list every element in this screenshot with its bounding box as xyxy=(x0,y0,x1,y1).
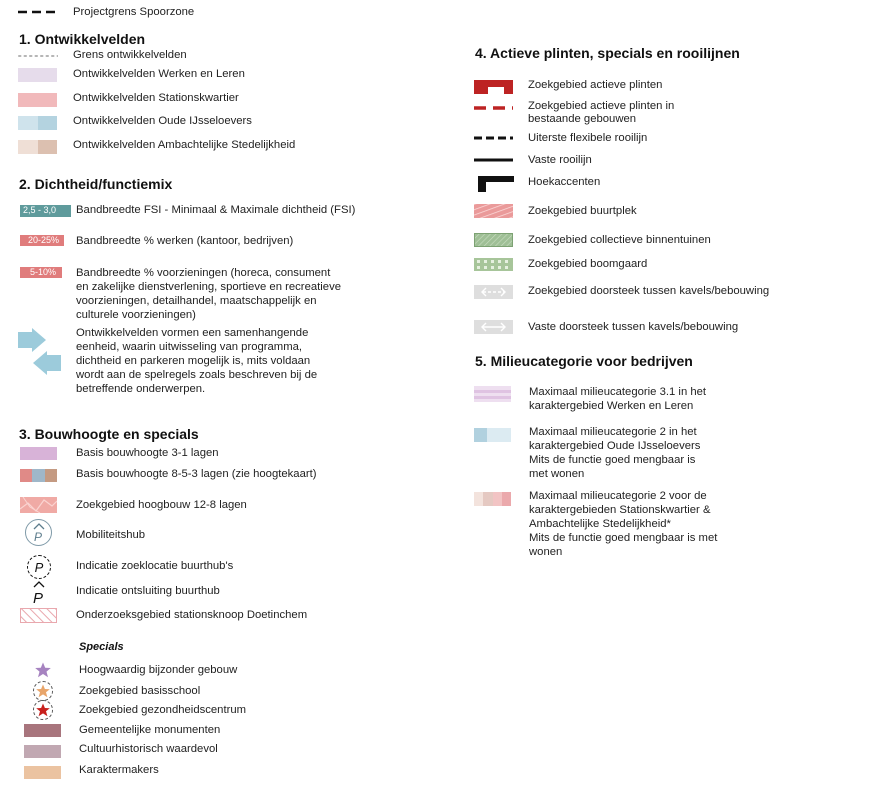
legend-label-ambachtelijke: Ontwikkelvelden Ambachtelijke Stedelijkheid xyxy=(73,139,296,151)
legend-label-karaktermakers: Karaktermakers xyxy=(79,764,159,776)
section-4-title: 4. Actieve plinten, specials en rooilijnen xyxy=(475,45,740,61)
star-icon-red xyxy=(36,703,50,717)
env-2-oude-line-3: Mits de functie goed mengbaar is xyxy=(529,454,696,466)
legend-label-bouwhoogte-3-1: Basis bouwhoogte 3-1 lagen xyxy=(76,447,219,459)
health-centre-search-icon xyxy=(33,700,53,720)
facilities-label-line-4: culturele voorzieningen) xyxy=(76,309,196,321)
exchange-label-line-1: Ontwikkelvelden vormen een samenhangende xyxy=(76,327,309,339)
parking-glyph: P xyxy=(33,529,42,543)
legend-label-boomgaard: Zoekgebied boomgaard xyxy=(528,258,648,270)
legend-label-ontsluiting-buurthub: Indicatie ontsluiting buurthub xyxy=(76,585,220,597)
swatch-bouwhoogte-3-1 xyxy=(20,447,57,460)
orchard-swatch xyxy=(474,258,513,271)
work-label: Bandbreedte % werken (kantoor, bedrijven) xyxy=(76,235,294,247)
active-plinth-existing-symbol xyxy=(474,105,513,111)
neighbourhood-hub-search-icon xyxy=(27,555,51,579)
legend-label-grens-ontwikkelvelden: Grens ontwikkelvelden xyxy=(73,49,187,61)
exchange-arrows-icon xyxy=(18,328,61,375)
neighbourhood-place-swatch xyxy=(474,204,513,218)
corner-accent-symbol xyxy=(478,176,514,192)
fixed-building-line-symbol xyxy=(474,157,513,163)
legend-label-cultuurhistorisch: Cultuurhistorisch waardevol xyxy=(79,743,218,755)
swatch-werken-leren xyxy=(18,68,57,82)
legend-label-flexibele-rooilijn: Uiterste flexibele rooilijn xyxy=(528,132,648,144)
highrise-search-swatch xyxy=(20,497,57,513)
facilities-label-line-1: Bandbreedte % voorzieningen (horeca, consument xyxy=(76,267,331,279)
legend-label-actieve-plinten: Zoekgebied actieve plinten xyxy=(528,79,663,91)
section-5-title: 5. Milieucategorie voor bedrijven xyxy=(475,353,693,369)
section-2-title: 2. Dichtheid/functiemix xyxy=(19,176,173,192)
star-icon-purple xyxy=(35,662,51,678)
env-category-2-station-ambacht-swatch xyxy=(474,492,511,506)
legend-label-mobiliteitshub: Mobiliteitshub xyxy=(76,529,146,541)
legend-label-buurtplek: Zoekgebied buurtplek xyxy=(528,205,637,217)
env-2-station-line-3: Ambachtelijke Stedelijkheid* xyxy=(529,518,671,530)
env-2-station-line-2: karaktergebieden Stationskwartier & xyxy=(529,504,711,516)
parking-glyph: P xyxy=(33,590,44,605)
project-boundary-label: Projectgrens Spoorzone xyxy=(73,6,195,18)
collective-garden-swatch xyxy=(474,233,513,247)
project-boundary-dash-symbol xyxy=(18,8,56,16)
fsi-badge-text: 2,5 - 3,0 xyxy=(23,205,57,215)
env-2-station-line-4: Mits de functie goed mengbaar is met xyxy=(529,532,718,544)
env-category-2-oude-swatch xyxy=(474,428,511,442)
swatch-stationskwartier xyxy=(18,93,57,107)
swatch-cultuurhistorisch xyxy=(24,745,61,758)
swatch-bouwhoogte-8-5-3 xyxy=(20,469,57,482)
star-icon-orange xyxy=(36,684,50,698)
legend-label-doorsteek-vast: Vaste doorsteek tussen kavels/bebouwing xyxy=(528,321,739,333)
development-field-border-dotted-symbol xyxy=(18,53,58,59)
legend-label-hoogwaardig: Hoogwaardig bijzonder gebouw xyxy=(79,664,238,676)
parking-roof-icon xyxy=(31,523,47,543)
legend-label-werken-leren: Ontwikkelvelden Werken en Leren xyxy=(73,68,245,80)
legend-label-actieve-plinten-bestaand-1: Zoekgebied actieve plinten in xyxy=(528,100,675,112)
passage-search-symbol xyxy=(474,285,513,299)
legend-label-gezondheidscentrum: Zoekgebied gezondheidscentrum xyxy=(79,704,247,716)
exchange-label-line-3: dichtheid en parkeren mogelijk is, mits voldaan xyxy=(76,355,311,367)
exchange-label-line-2: eenheid, waarin uitwisseling van programma, xyxy=(76,341,303,353)
legend-label-zoeklocatie-buurthub: Indicatie zoeklocatie buurthub's xyxy=(76,560,234,572)
flexible-building-line-symbol xyxy=(474,135,513,141)
legend-label-monumenten: Gemeentelijke monumenten xyxy=(79,724,221,736)
work-badge-text: 20-25% xyxy=(28,235,60,245)
legend-label-vaste-rooilijn: Vaste rooilijn xyxy=(528,154,592,166)
env-31-line-2: karaktergebied Werken en Leren xyxy=(529,400,694,412)
swatch-ambachtelijke-stedelijkheid xyxy=(18,140,57,154)
exchange-label-line-5: betreffende onderwerpen. xyxy=(76,383,206,395)
legend-label-bouwhoogte-8-5-3: Basis bouwhoogte 8-5-3 lagen (zie hoogtekaart) xyxy=(76,468,317,480)
env-2-oude-line-2: karaktergebied Oude IJsseloevers xyxy=(529,440,701,452)
fsi-badge xyxy=(20,205,71,217)
section-1-title: 1. Ontwikkelvelden xyxy=(19,31,146,47)
swatch-karaktermakers xyxy=(24,766,61,779)
legend-label-binnentuinen: Zoekgebied collectieve binnentuinen xyxy=(528,234,711,246)
env-2-oude-line-1: Maximaal milieucategorie 2 in het xyxy=(529,426,697,438)
swatch-oude-ijsseloevers xyxy=(18,116,57,130)
legend-label-oude-ijsseloevers: Ontwikkelvelden Oude IJsseloevers xyxy=(73,115,252,127)
env-2-station-line-5: wonen xyxy=(529,546,563,558)
exchange-label-line-4: wordt aan de spelregels zoals beschreven bij de xyxy=(76,369,318,381)
legend-label-stationskwartier: Ontwikkelvelden Stationskwartier xyxy=(73,92,239,104)
env-2-station-line-1: Maximaal milieucategorie 2 voor de xyxy=(529,490,707,502)
station-research-area-swatch xyxy=(20,608,57,623)
legend-label-basisschool: Zoekgebied basisschool xyxy=(79,685,201,697)
specials-title: Specials xyxy=(79,641,124,653)
facilities-label-line-2: en zakelijke dienstverlening, sportieve en recreatieve xyxy=(76,281,341,293)
mobility-hub-icon xyxy=(25,519,52,546)
school-search-icon xyxy=(33,681,53,701)
neighbourhood-hub-access-icon xyxy=(31,581,47,605)
facilities-badge-text: 5-10% xyxy=(30,267,57,277)
swatch-monumenten xyxy=(24,724,61,737)
fixed-passage-symbol xyxy=(474,320,513,334)
facilities-label-line-3: voorzieningen, detailhandel, maatschappelijk en xyxy=(76,295,317,307)
env-category-31-swatch xyxy=(474,386,511,402)
legend-label-hoekaccenten: Hoekaccenten xyxy=(528,176,601,188)
facilities-badge xyxy=(20,267,62,278)
legend-label-stationsknoop: Onderzoeksgebied stationsknoop Doetinchem xyxy=(76,609,308,621)
legend-label-actieve-plinten-bestaand-2: bestaande gebouwen xyxy=(528,113,637,125)
fsi-label: Bandbreedte FSI - Minimaal & Maximale dichtheid (FSI) xyxy=(76,204,356,216)
parking-glyph: P xyxy=(34,559,44,575)
legend-label-doorsteek-zoek: Zoekgebied doorsteek tussen kavels/bebouwing xyxy=(528,285,770,297)
section-3-title: 3. Bouwhoogte en specials xyxy=(19,426,199,442)
active-plinth-search-symbol xyxy=(474,80,513,94)
env-2-oude-line-4: met wonen xyxy=(529,468,585,480)
work-badge xyxy=(20,235,64,246)
env-31-line-1: Maximaal milieucategorie 3.1 in het xyxy=(529,386,707,398)
legend-label-hoogbouw: Zoekgebied hoogbouw 12-8 lagen xyxy=(76,499,247,511)
